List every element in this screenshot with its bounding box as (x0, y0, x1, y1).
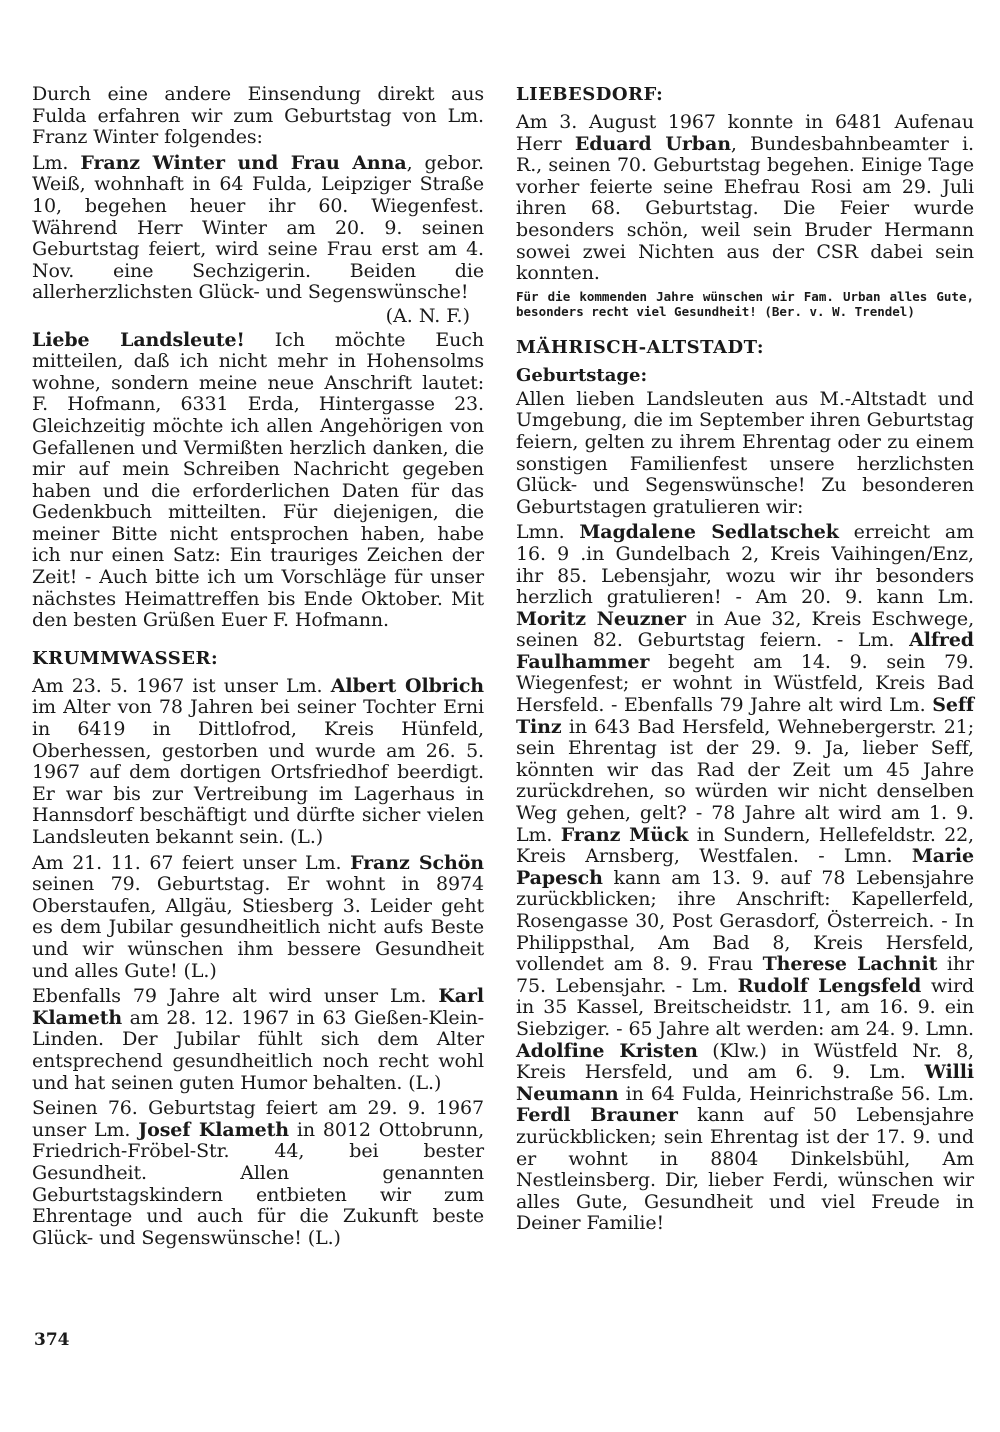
author-signature: (A. N. F.) (385, 304, 470, 327)
text-fragment: Lmn. (516, 521, 580, 544)
person-name: Willi Neumann (516, 1061, 974, 1105)
person-name: Josef Klameth (138, 1118, 289, 1141)
karl-klameth-paragraph (32, 986, 484, 1094)
text-fragment: in 643 Bad Hersfeld, Wehnebergerstr. 21; sein Ehrentag ist der 29. 9. Ja, lieber Seff, könnten wir das Rad der Zeit um 45 Jahre zurückdrehen, so würden wir nicht denselben Weg gehen, gelt? - 78 Jahre alt wird am 1. 9. Lm. (516, 715, 974, 846)
text-fragment: wird in 35 Kassel, Breitscheidstr. 11, am 16. 9. ein Siebziger. - 65 Jahre alt werden: am 24. 9. Lmn. (516, 974, 975, 1040)
text-fragment: Am 23. 5. 1967 ist unser Lm. (32, 674, 331, 697)
text-fragment: Seinen 76. Geburtstag feiert am 29. 9. 1967 unser Lm. (32, 1097, 484, 1141)
person-name: Magdalene Sedlatschek (579, 521, 839, 544)
birthday-list-paragraph (516, 522, 974, 1235)
person-name: Moritz Neuzner (516, 607, 686, 630)
schoen-paragraph (32, 853, 484, 983)
hofmann-letter (32, 330, 484, 632)
person-name: Marie Papesch (516, 845, 974, 889)
text-fragment: Lm. (32, 151, 81, 174)
letter-salutation: Liebe Landsleute! (32, 328, 245, 351)
text-fragment: im Alter von 78 Jahren bei seiner Tochter Erni in 6419 in Dittlofrod, Kreis Hünfeld, Oberhessen, gestorben und wurde am 26. 5. 1967 auf dem dortigen Ortsfriedhof beerdigt. Er war bis zur Vertreibung im Lagerhaus in Hannsdorf beschäftigt und dürfte sicher vielen Landsleuten bekannt sein. (L.) (32, 696, 484, 848)
text-fragment: kann am 13. 9. auf 78 Lebensjahre zurückblicken; ihre Anschrift: Kapellerfeld, Rosengasse 30, Post Gerasdorf, Österreich. - In Philippsthal, Am Bad 8, Kreis Hersfeld, vollendet am 8. 9. Frau (516, 866, 974, 976)
person-name: Franz Winter und Frau Anna (80, 151, 407, 174)
right-column (516, 84, 974, 1237)
text-fragment: (Klw.) in Wüstfeld Nr. 8, Kreis Hersfeld, und am 6. 9. Lm. (516, 1039, 974, 1084)
subheading-geburtstage: Geburtstage: (516, 364, 648, 386)
text-fragment: begeht am 14. 9. sein 79. Wiegenfest; er wohnt in Wüstfeld, Kreis Bad Hersfeld. - Ebenfalls 79 Jahre alt wird Lm. (516, 650, 974, 717)
person-name: Seff Tinz (516, 694, 974, 738)
person-name: Therese Lachnit (762, 953, 938, 976)
text-fragment: , Bundesbahnbeamter i. R., seinen 70. Geburtstag begehen. Einige Tage vorher feierte seine Ehefrau Rosi am 29. Juli ihren 68. Geburtstag. Die Feier wurde besonders schön, weil sein Bruder Hermann sowei zwei Nichten aus der CSR dabei sein konnten. (516, 132, 974, 285)
altstadt-intro: Allen lieben Landsleuten aus M.-Altstadt und Umgebung, die im September ihren Geburtstag feiern, gelten zu ihrem Ehrentag oder zu einem sonstigen Familienfest unsere herzlichsten Glück- und Segenswünsche! Zu besonderen Geburtstagen gratulieren wir: (516, 387, 974, 518)
text-fragment: kann auf 50 Lebensjahre zurückblicken; sein Ehrentag ist der 17. 9. und er wohnt in 8804 Dinkelsbühl, Am Nestleinsberg. Dir, lieber Ferdi, wünschen wir alles Gute, Gesundheit und viel Freude in Deiner Familie! (516, 1104, 974, 1235)
small-print-note: Für die kommenden Jahre wünschen wir Fam. Urban alles Gute, besonders recht viel Gesundheit! (Ber. v. W. Trendel) (516, 288, 974, 319)
person-name: Franz Schön (350, 851, 484, 874)
intro-paragraph: Durch eine andere Einsendung direkt aus Fulda erfahren wir zum Geburtstag von Lm. Franz Winter folgendes: (32, 83, 484, 149)
text-fragment: Ich möchte Euch mitteilen, daß ich nicht mehr in Hohensolms wohne, sondern meine neue Anschrift lautet: F. Hofmann, 6331 Erda, Hintergasse 23. Gleichzeitig möchte ich allen Angehörigen von Gefallenen und Vermißten herzlich danken, die mir auf mein Schreiben Nachricht gegeben haben und die erforderlichen Daten für das Gedenkbuch mitteilten. Für diejenigen, die meiner Bitte nicht entsprochen haben, habe ich nur einen Satz: Ein trauriges Zeichen der Zeit! - Auch bitte ich um Vorschläge für unser nächstes Heimattreffen bis Ende Oktober. Mit den besten Grüßen Euer F. Hofmann. (32, 328, 484, 632)
person-name: Albert Olbrich (330, 674, 484, 697)
section-heading-krummwasser: KRUMMWASSER: (32, 647, 219, 669)
text-fragment: in 8012 Ottobrunn, Friedrich-Fröbel-Str. 44, bei bester Gesundheit. Allen genannten Geburtstagskindern entbieten wir zum Ehrentage und auch für die Zukunft beste Glück- und Segenswünsche! (L.) (32, 1118, 485, 1249)
person-name: Karl Klameth (32, 985, 484, 1029)
person-name: Franz Mück (560, 823, 689, 846)
text-fragment: in Aue 32, Kreis Eschwege, seinen 82. Geburtstag feiern. - Lm. (516, 607, 975, 652)
section-heading-liebesdorf: LIEBESDORF: (516, 84, 664, 105)
text-fragment: Am 3. August 1967 konnte in 6481 Aufenau Herr (516, 111, 974, 155)
text-fragment: , gebor. Weiß, wohnhaft in 64 Fulda, Leipziger Straße 10, begehen heuer ihr 60. Wiegenfest. Während Herr Winter am 20. 9. seinen Geburtstag feiert, wird seine Frau erst am 4. Nov. eine Sechzigerin. Beiden die allerherzlichsten Glück- und Segenswünsche! (32, 151, 484, 304)
winter-paragraph (32, 153, 484, 304)
section-heading-maehrisch-altstadt: MÄHRISCH-ALTSTADT: (516, 336, 765, 358)
text-fragment: seinen 79. Geburtstag. Er wohnt in 8974 Oberstaufen, Allgäu, Stiesberg 3. Leider geht es dem Jubilar gesundheitlich nicht aufs Beste und wir wünschen ihm bessere Gesundheit und alles Gute! (L.) (32, 873, 484, 982)
person-name: Alfred Faulhammer (516, 629, 974, 673)
text-fragment: Ebenfalls 79 Jahre alt wird unser Lm. (32, 985, 439, 1008)
person-name: Adolfine Kristen (516, 1039, 698, 1062)
text-fragment: Am 21. 11. 67 feiert unser Lm. (32, 851, 351, 874)
text-fragment: in Sundern, Hellefeldstr. 22, Kreis Arnsberg, Westfalen. - Lmn. (516, 823, 974, 868)
person-name: Rudolf Lengsfeld (737, 974, 922, 997)
page-number: 374 (34, 1330, 70, 1350)
text-fragment: erreicht am 16. 9 .in Gundelbach 2, Kreis Vaihingen/Enz, ihr 85. Lebensjahr, wozu wir ihr besonders herzlich gratulieren! - Am 20. 9. kann Lm. (516, 521, 975, 609)
urban-paragraph (516, 112, 974, 285)
text-fragment: in 64 Fulda, Heinrichstraße 56. Lm. (618, 1082, 974, 1105)
olbrich-paragraph (32, 676, 484, 849)
person-name: Eduard Urban (574, 132, 731, 155)
person-name: Ferdl Brauner (516, 1104, 678, 1127)
josef-klameth-paragraph (32, 1098, 484, 1249)
text-fragment: ihr 75. Lebensjahr. - Lm. (516, 953, 975, 997)
left-column (32, 84, 484, 1251)
text-fragment: am 28. 12. 1967 in 63 Gießen-Klein-Linden. Der Jubilar fühlt sich dem Alter entsprechend gesundheitlich noch recht wohl und hat seinen guten Humor behalten. (L.) (32, 1006, 484, 1094)
